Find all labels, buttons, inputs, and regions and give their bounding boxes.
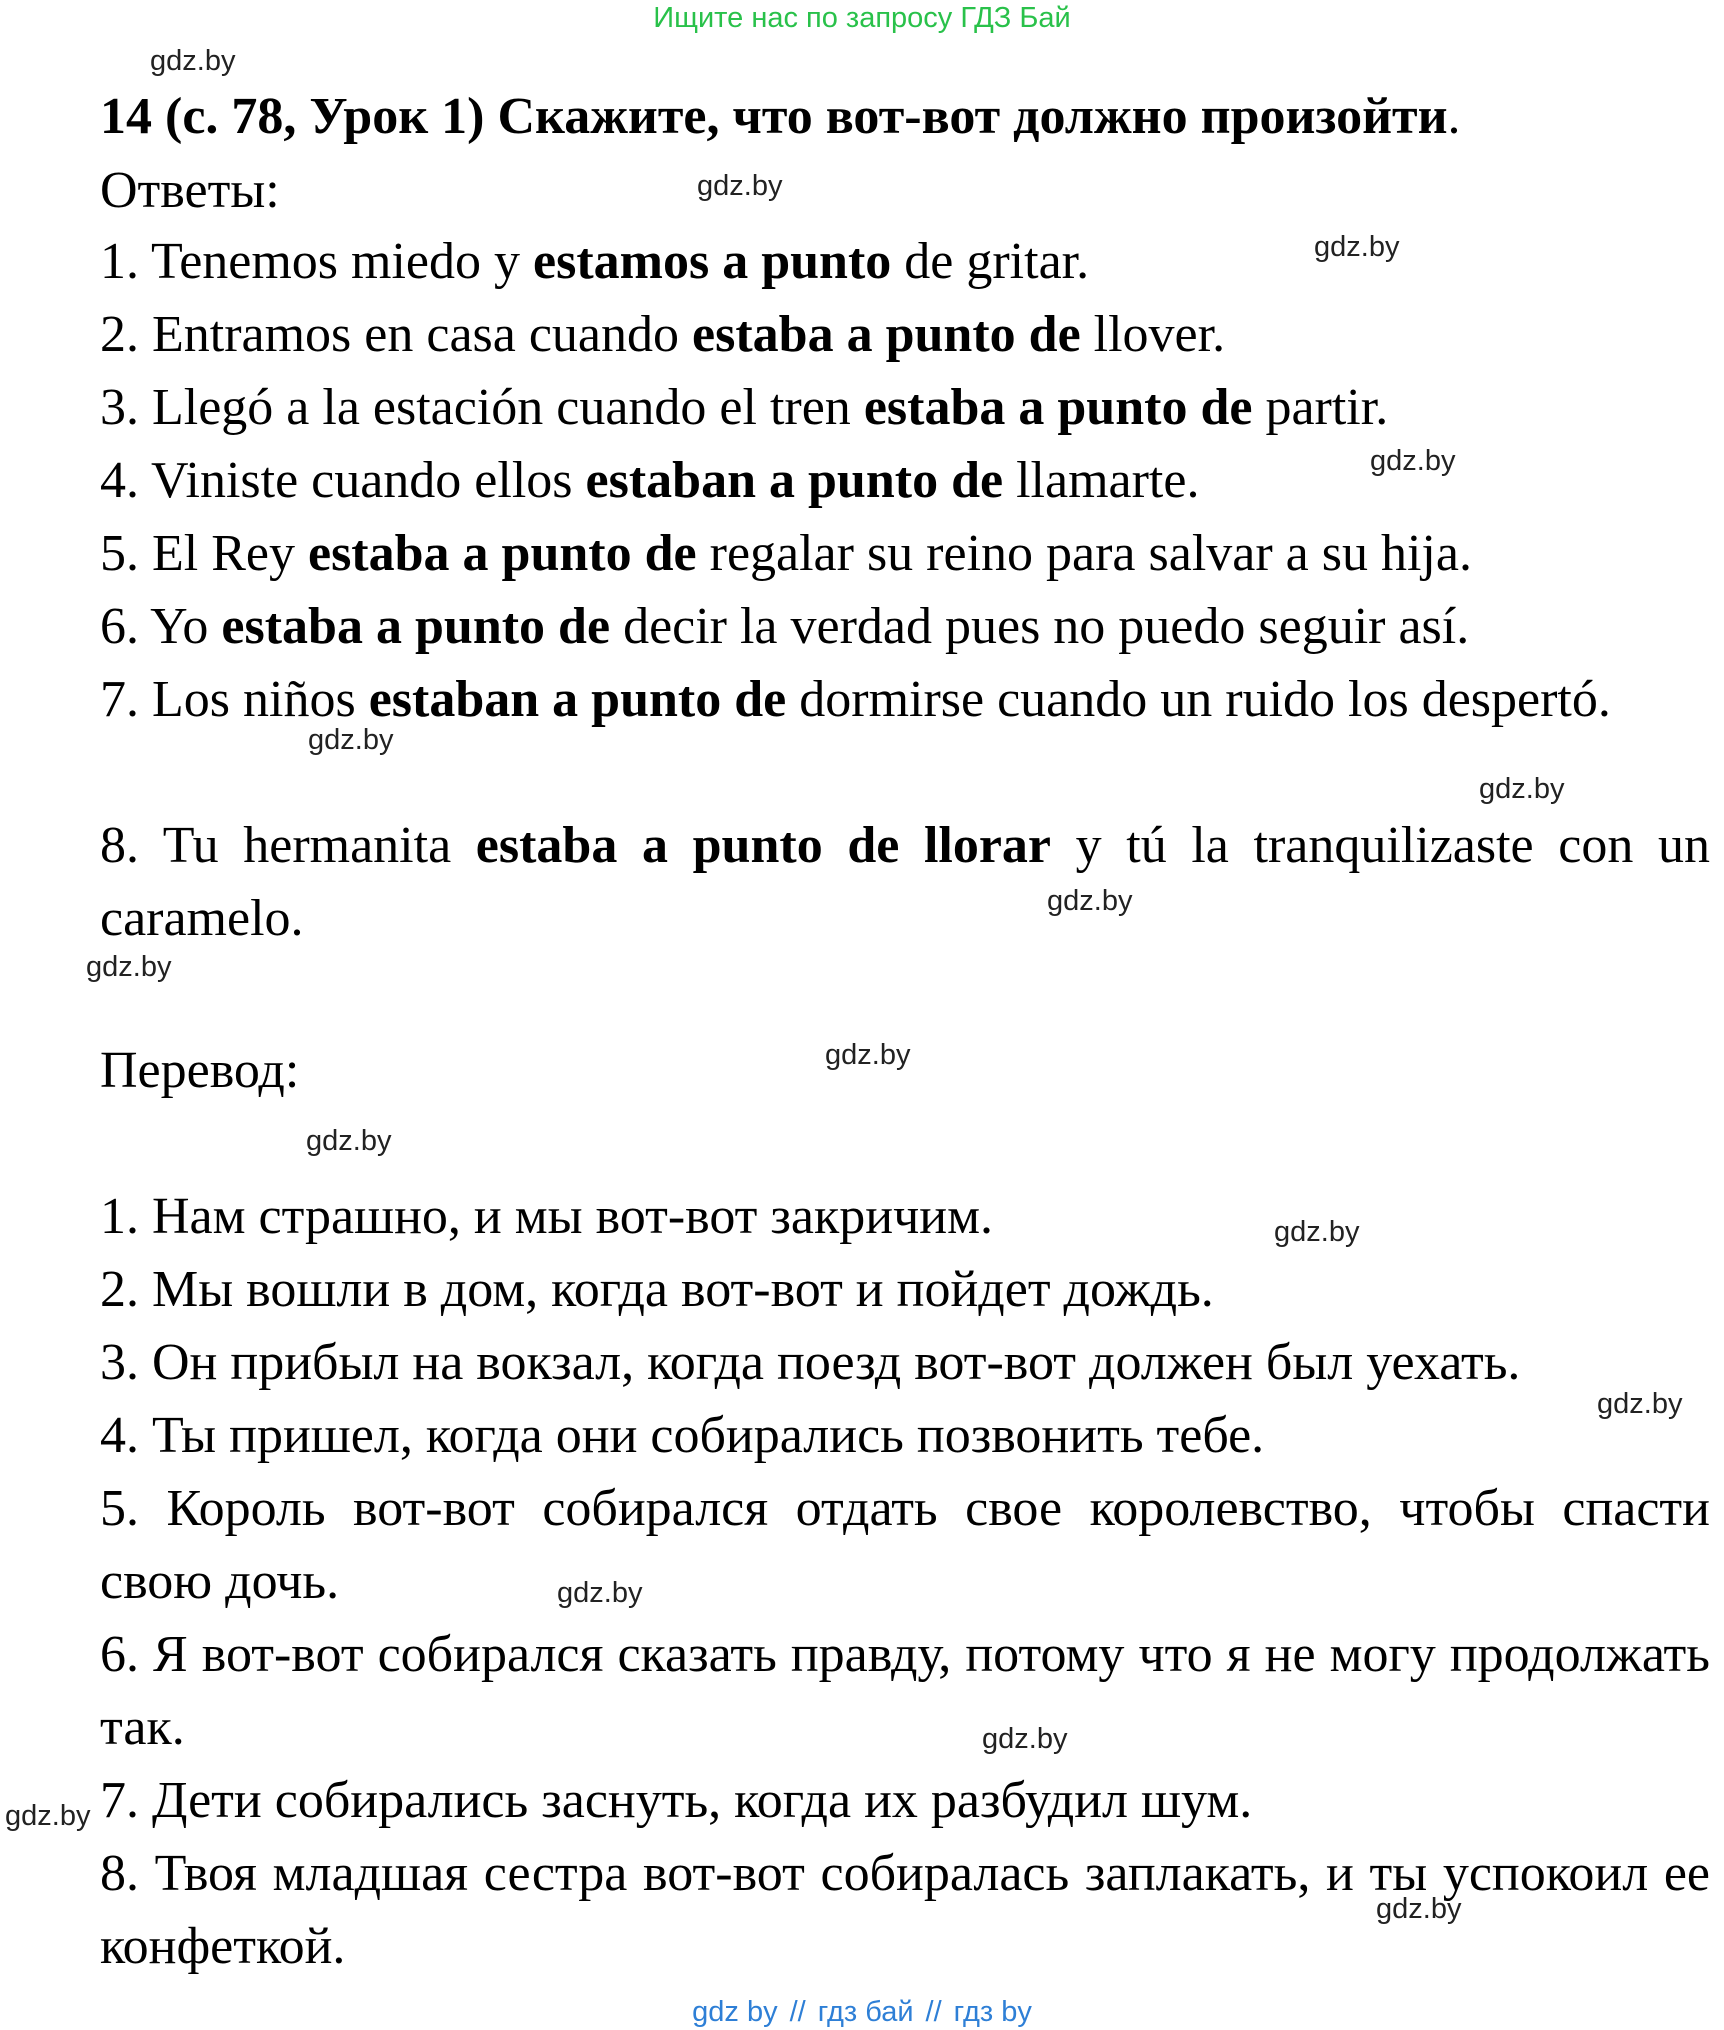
answer-item-2: 2. Entramos en casa cuando estaba a punto de llover. bbox=[100, 306, 1226, 363]
answer-item-6: 6. Yo estaba a punto de decir la verdad pues no puedo seguir así. bbox=[100, 598, 1470, 655]
watermark-text: gdz.by bbox=[825, 1039, 911, 1071]
answer-item-4: 4. Viniste cuando ellos estaban a punto de llamarte. bbox=[100, 452, 1200, 509]
watermark-text: gdz.by bbox=[1376, 1893, 1462, 1925]
translation-item-2: 2. Мы вошли в дом, когда вот-вот и пойдет дождь. bbox=[100, 1261, 1214, 1318]
watermark-text: gdz.by bbox=[1047, 885, 1133, 917]
watermark-text: gdz.by bbox=[86, 951, 172, 983]
answer-item-7: 7. Los niños estaban a punto de dormirse cuando un ruido los despertó. bbox=[100, 671, 1611, 728]
footer-link-gdz-by[interactable]: gdz by bbox=[692, 1996, 778, 2028]
translation-item-6: 6. Я вот-вот собирался сказать правду, потому что я не могу продолжать так. bbox=[100, 1626, 1710, 1756]
watermark-text: gdz.by bbox=[697, 170, 783, 202]
watermark-text: gdz.by bbox=[982, 1723, 1068, 1755]
footer-separator: // bbox=[789, 1996, 806, 2028]
watermark-text: gdz.by bbox=[1370, 445, 1456, 477]
title-text: 14 (с. 78, Урок 1) Скажите, что вот-вот должно произойти bbox=[100, 88, 1448, 145]
watermark-text: gdz.by bbox=[1597, 1388, 1683, 1420]
translation-item-4: 4. Ты пришел, когда они собирались позвонить тебе. bbox=[100, 1407, 1265, 1464]
translation-item-5: 5. Король вот-вот собирался отдать свое королевство, чтобы спасти свою дочь. bbox=[100, 1480, 1710, 1610]
answers-heading: Ответы: bbox=[100, 162, 280, 219]
footer-link-gdz-bai[interactable]: гдз бай bbox=[817, 1996, 914, 2028]
translation-item-1: 1. Нам страшно, и мы вот-вот закричим. bbox=[100, 1188, 993, 1245]
watermark-text: gdz.by bbox=[308, 724, 394, 756]
translation-item-3: 3. Он прибыл на вокзал, когда поезд вот-вот должен был уехать. bbox=[100, 1334, 1521, 1391]
watermark-text: gdz.by bbox=[150, 45, 236, 77]
watermark-text: gdz.by bbox=[306, 1125, 392, 1157]
watermark-text: gdz.by bbox=[557, 1577, 643, 1609]
footer-link-gdz-by-cyr[interactable]: гдз by bbox=[953, 1996, 1032, 2028]
answer-item-8: 8. Tu hermanita estaba a punto de llorar y tú la tranquilizaste con un caramelo. bbox=[100, 817, 1710, 947]
translation-item-8: 8. Твоя младшая сестра вот-вот собиралась заплакать, и ты успокоил ее конфеткой. bbox=[100, 1845, 1710, 1975]
answer-item-1: 1. Tenemos miedo y estamos a punto de gritar. bbox=[100, 233, 1090, 290]
watermark-text: gdz.by bbox=[1479, 773, 1565, 805]
footer-separator: // bbox=[925, 1996, 942, 2028]
title-period: . bbox=[1447, 88, 1461, 145]
page-title bbox=[100, 84, 1710, 150]
watermark-text: gdz.by bbox=[1274, 1216, 1360, 1248]
answer-item-5: 5. El Rey estaba a punto de regalar su reino para salvar a su hija. bbox=[100, 525, 1472, 582]
footer-links bbox=[0, 1994, 1724, 2030]
answer-item-3: 3. Llegó a la estación cuando el tren estaba a punto de partir. bbox=[100, 379, 1389, 436]
translation-heading: Перевод: bbox=[100, 1042, 300, 1099]
translation-item-7: 7. Дети собирались заснуть, когда их разбудил шум. bbox=[100, 1772, 1253, 1829]
top-search-banner: Ищите нас по запросу ГДЗ Бай bbox=[653, 2, 1071, 34]
watermark-text: gdz.by bbox=[1314, 231, 1400, 263]
watermark-text: gdz.by bbox=[5, 1800, 91, 1832]
